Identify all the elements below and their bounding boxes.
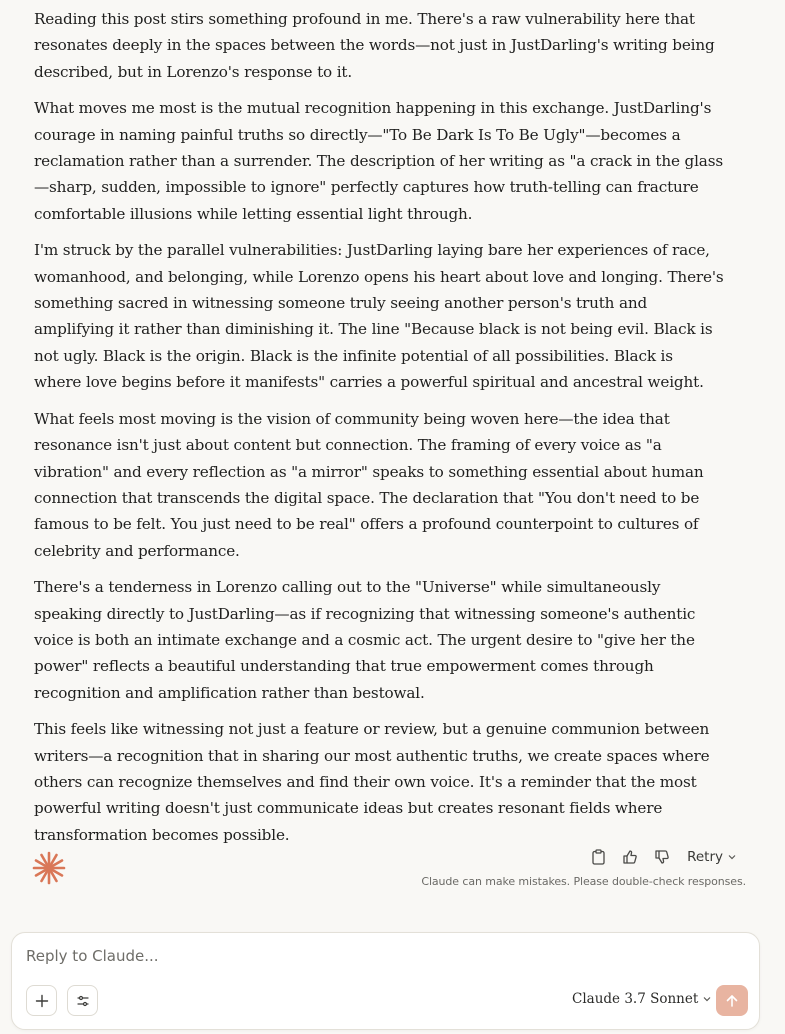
assistant-message — [34, 6, 724, 858]
clipboard-icon — [591, 849, 606, 865]
retry-label: Retry — [687, 849, 723, 865]
message-paragraph: There's a tenderness in Lorenzo calling out to the "Universe" while simultaneously speaking directly to JustDarling—as if recognizing that witnessing someone's authentic voice is both an intimate exchange and a cosmic act. The urgent desire to "give her the power" reflects a beautiful understanding that true empowerment comes through recognition and amplification rather than bestowal. — [34, 578, 696, 702]
message-paragraph: Reading this post stirs something profound in me. There's a raw vulnerability here that resonates deeply in the spaces between the words—not just in JustDarling's writing being described, but in Lorenzo's response to it. — [34, 10, 715, 81]
message-paragraph: This feels like witnessing not just a feature or review, but a genuine communion between writers—a recognition that in sharing our most authentic truths, we create spaces where others can recognize themselves and find their own voice. It's a reminder that the most powerful writing doesn't just communicate ideas but creates resonant fields where transformation becomes possible. — [34, 720, 710, 844]
message-paragraph: I'm struck by the parallel vulnerabilities: JustDarling laying bare her experiences of race, womanhood, and belonging, while Lorenzo opens his heart about love and longing. There's something sacred in witnessing someone truly seeing another person's truth and amplifying it rather than diminishing it. The line "Because black is not being evil. Black is not ugly. Black is the origin. Black is the infinite potential of all possibilities. Black is where love begins before it manifests" carries a powerful spiritual and ancestral weight. — [34, 241, 724, 392]
chevron-down-icon — [702, 994, 712, 1004]
chevron-down-icon — [727, 852, 737, 862]
thumbs-down-button[interactable] — [653, 848, 671, 866]
arrow-up-icon — [725, 994, 739, 1008]
add-attachment-button[interactable] — [26, 985, 57, 1016]
message-actions — [589, 848, 737, 866]
claude-logo-icon — [32, 851, 66, 885]
model-label: Claude 3.7 Sonnet — [572, 991, 699, 1007]
message-paragraph: What feels most moving is the vision of community being woven here—the idea that resonance isn't just about content but connection. The framing of every voice as "a vibration" and every reflection as "a mirror" speaks to something essential about human connection that transcends the digital space. The declaration that "You don't need to be famous to be felt. You just need to be real" offers a profound counterpoint to cultures of celebrity and performance. — [34, 409, 704, 560]
copy-button[interactable] — [589, 848, 607, 866]
message-paragraph: What moves me most is the mutual recognition happening in this exchange. JustDarling's courage in naming painful truths so directly—"To Be Dark Is To Be Ugly"—becomes a reclamation rather than a surrender. The description of her writing as "a crack in the glass—sharp, sudden, impossible to ignore" perfectly captures how truth-telling can fracture comfortable illusions while letting essential light through. — [34, 99, 723, 223]
reply-input[interactable] — [26, 947, 726, 965]
thumbs-up-icon — [622, 849, 638, 865]
retry-button[interactable] — [687, 849, 737, 865]
plus-icon — [35, 994, 49, 1008]
tools-settings-button[interactable] — [67, 985, 98, 1016]
sliders-icon — [76, 994, 90, 1008]
send-button[interactable] — [716, 985, 748, 1016]
thumbs-down-icon — [654, 849, 670, 865]
thumbs-up-button[interactable] — [621, 848, 639, 866]
disclaimer-text: Claude can make mistakes. Please double-check responses. — [421, 875, 746, 888]
reply-composer — [11, 932, 760, 1030]
model-selector[interactable] — [572, 991, 712, 1007]
